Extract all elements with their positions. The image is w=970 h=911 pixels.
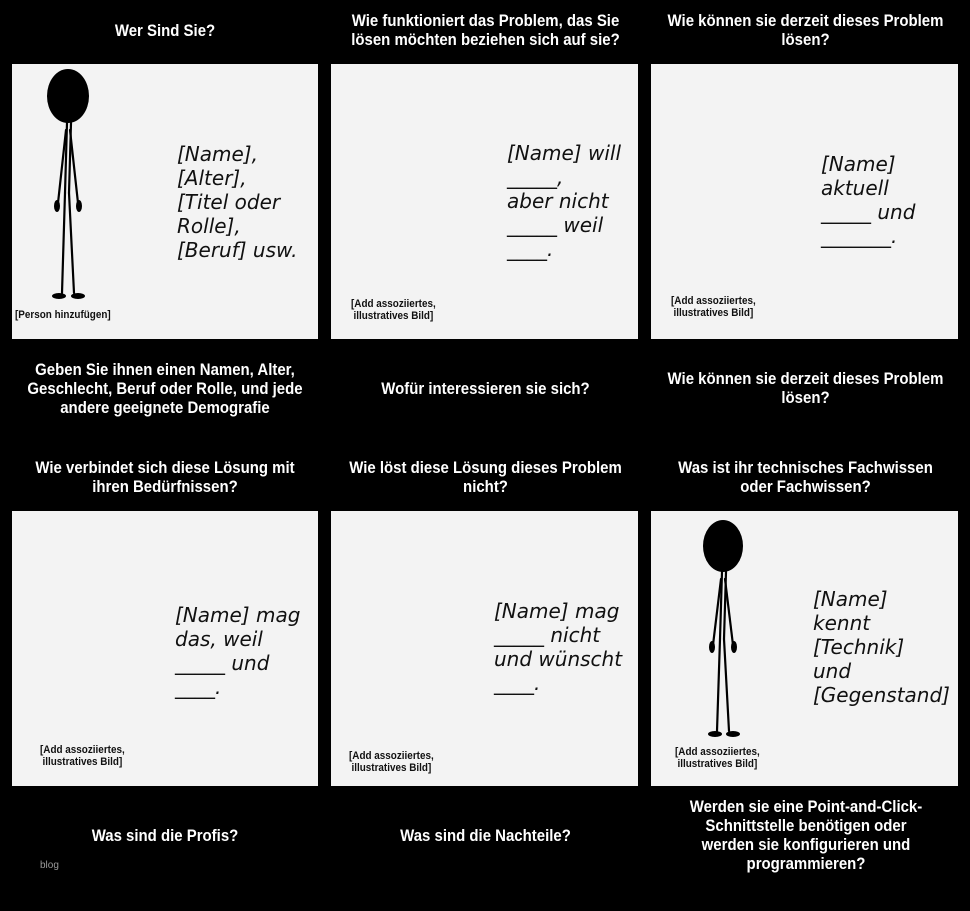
panel-caption: [Add assoziiertes, illustratives Bild]: [40, 744, 125, 768]
panel-text: [Name] will _____, aber nicht _____ weil ____.: [507, 141, 621, 261]
cell-header-3: Wie können sie derzeit dieses Problem lösen?: [667, 11, 944, 49]
panel-caption: [Add assoziiertes, illustratives Bild]: [675, 746, 760, 770]
cell-footer-4: Was sind die Profis?: [91, 825, 239, 845]
cell-footer-3: Wie können sie derzeit dieses Problem lösen?: [667, 369, 944, 407]
panel-6: [651, 511, 958, 786]
cell-header-2: Wie funktioniert das Problem, das Sie lösen möchten beziehen sich auf sie?: [351, 11, 620, 49]
panel-caption: [Person hinzufügen]: [15, 309, 111, 321]
panel-text: [Name], [Alter], [Titel oder Rolle], [Beruf] usw.: [177, 142, 298, 262]
panel-4: [12, 511, 318, 786]
watermark: blog: [40, 860, 59, 871]
cell-footer-5: Was sind die Nachteile?: [400, 825, 571, 845]
panel-1: [12, 64, 318, 339]
panel-text: [Name] kennt [Technik] und [Gegenstand]: [813, 587, 950, 707]
stick-figure-icon: [699, 519, 759, 749]
cell-footer-1: Geben Sie ihnen einen Namen, Alter, Geschlecht, Beruf oder Rolle, und jede andere geeignete Demografie: [27, 359, 303, 417]
panel-caption: [Add assoziiertes, illustratives Bild]: [351, 298, 436, 322]
cell-header-6: Was ist ihr technisches Fachwissen oder Fachwissen?: [678, 458, 933, 496]
cell-footer-2: Wofür interessieren sie sich?: [381, 378, 590, 398]
panel-text: [Name] mag das, weil _____ und ____.: [175, 603, 301, 699]
cell-header-1: Wer Sind Sie?: [114, 20, 216, 40]
stick-figure-icon: [40, 68, 100, 308]
panel-caption: [Add assoziiertes, illustratives Bild]: [671, 295, 756, 319]
panel-2: [331, 64, 638, 339]
panel-3: [651, 64, 958, 339]
panel-text: [Name] mag _____ nicht und wünscht ____.: [494, 599, 623, 695]
cell-header-5: Wie löst diese Lösung dieses Problem nicht?: [349, 458, 622, 496]
panel-text: [Name] aktuell _____ und _______.: [821, 152, 916, 248]
panel-5: [331, 511, 638, 786]
cell-footer-6: Werden sie eine Point-and-Click-Schnittstelle benötigen oder werden sie konfigurieren und programmieren?: [689, 797, 923, 873]
panel-caption: [Add assoziiertes, illustratives Bild]: [349, 750, 434, 774]
cell-header-4: Wie verbindet sich diese Lösung mit ihren Bedürfnissen?: [35, 458, 295, 496]
